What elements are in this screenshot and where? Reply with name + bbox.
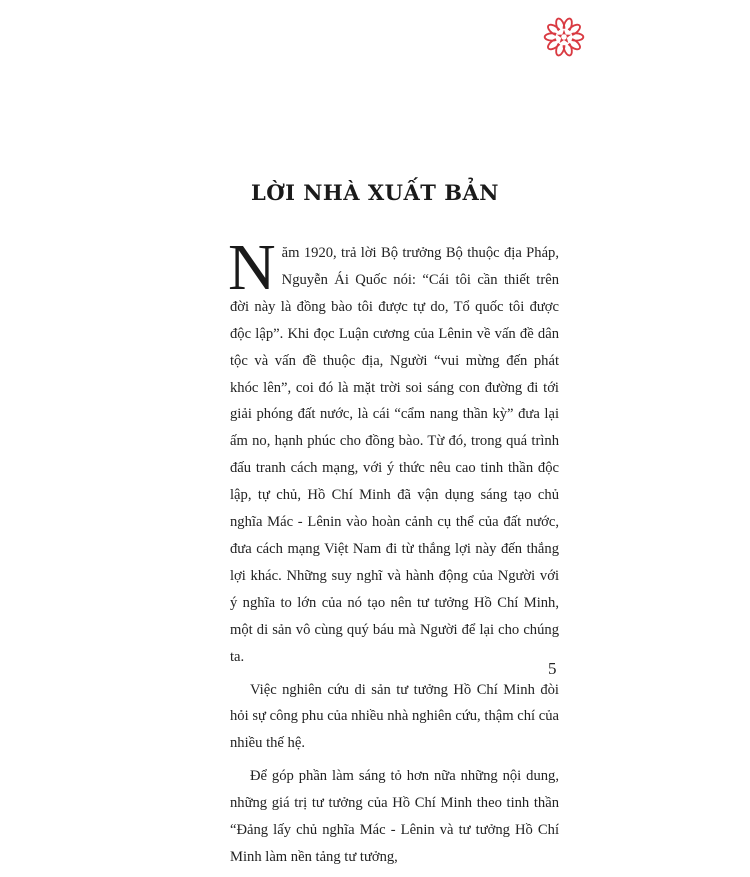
- paragraph-2: Việc nghiên cứu di sản tư tưởng Hồ Chí Minh đòi hỏi sự công phu của nhiều nhà nghiên cứu, thậm chí của nhiều thế hệ.: [230, 681, 559, 752]
- paragraph-3: Để góp phần làm sáng tỏ hơn nữa những nội dung, những giá trị tư tưởng của Hồ Chí Minh theo tinh thần “Đảng lấy chủ nghĩa Mác - Lênin và tư tưởng Hồ Chí Minh làm nền tảng tư tưởng,: [230, 768, 559, 865]
- body-text: [228, 231, 559, 877]
- paragraph-1-text: ăm 1920, trả lời Bộ trưởng Bộ thuộc địa Pháp, Nguyễn Ái Quốc nói: “Cái tôi cần thiết trên đời này là đồng bào tôi được tự do, Tổ quốc tôi được độc lập”. Khi đọc Luận cương của Lênin về vấn đề dân tộc và vấn đề thuộc địa, Người “vui mừng đến phát khóc lên”, coi đó là mặt trời soi sáng con đường đi tới giải phóng đất nước, là cái “cẩm nang thần kỳ” đưa lại ấm no, hạnh phúc cho đồng bào. Từ đó, trong quá trình đấu tranh cách mạng, với ý thức nêu cao tinh thần độc lập, tự chủ, Hồ Chí Minh đã vận dụng sáng tạo chủ nghĩa Mác - Lênin vào hoàn cảnh cụ thể của đất nước, đưa cách mạng Việt Nam đi từ thắng lợi này đến thắng lợi khác. Những suy nghĩ và hành động của Người với ý nghĩa to lớn của nó tạo nên tư tưởng Hồ Chí Minh, một di sản vô cùng quý báu mà Người để lại cho chúng ta.: [230, 245, 559, 665]
- page-title: LỜI NHÀ XUẤT BẢN: [251, 180, 499, 205]
- red-flower-star-emblem-icon: [541, 14, 587, 60]
- paragraph-1: [228, 231, 559, 671]
- drop-cap: N: [228, 231, 276, 304]
- page-number: 5: [548, 659, 557, 678]
